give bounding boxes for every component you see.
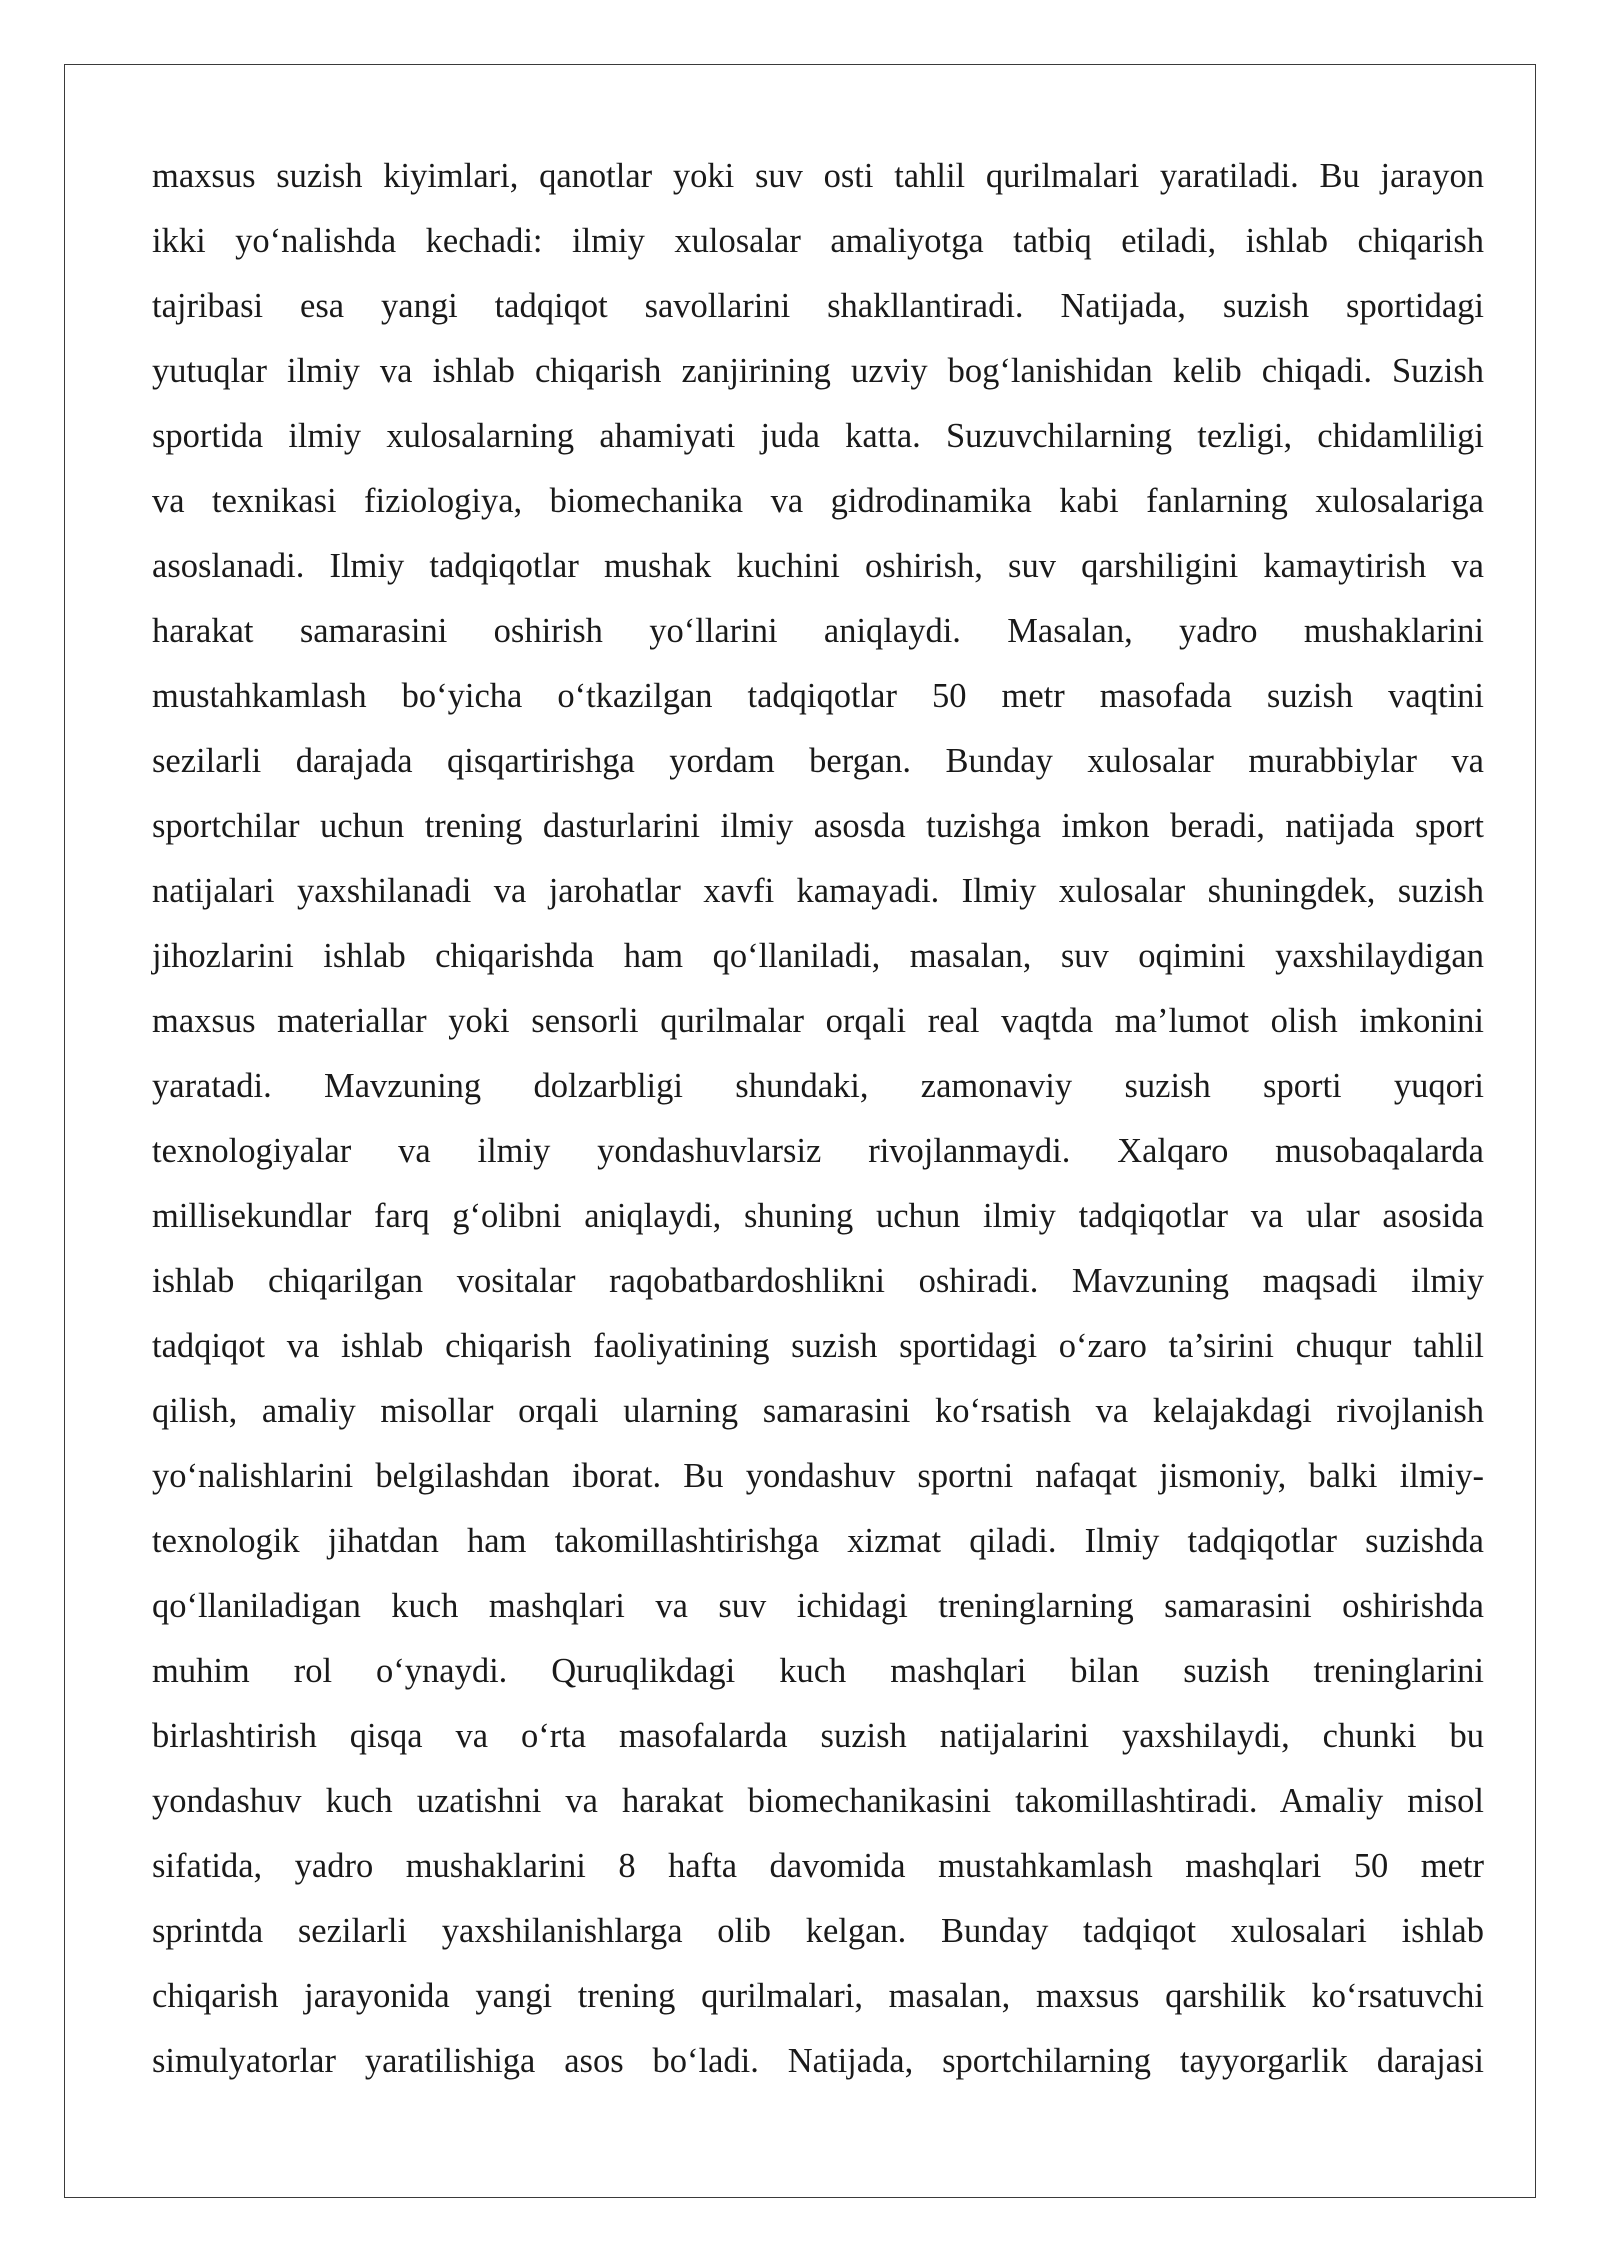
- text-line: yondashuv kuch uzatishni va harakat biomechanikasini takomillashtiradi. Amaliy misol: [152, 1782, 1484, 1820]
- text-line: simulyatorlar yaratilishiga asos bo‘ladi. Natijada, sportchilarning tayyorgarlik darajasi: [152, 2042, 1484, 2080]
- text-line: asoslanadi. Ilmiy tadqiqotlar mushak kuchini oshirish, suv qarshiligini kamaytirish va: [152, 547, 1484, 585]
- text-line: qilish, amaliy misollar orqali ularning samarasini ko‘rsatish va kelajakdagi rivojlanish: [152, 1392, 1484, 1430]
- text-line: sportchilar uchun trening dasturlarini ilmiy asosda tuzishga imkon beradi, natijada sport: [152, 807, 1484, 845]
- text-line: tajribasi esa yangi tadqiqot savollarini shakllantiradi. Natijada, suzish sportidagi: [152, 287, 1484, 325]
- text-line: maxsus suzish kiyimlari, qanotlar yoki suv osti tahlil qurilmalari yaratiladi. Bu jarayon: [152, 157, 1484, 195]
- text-line: sportida ilmiy xulosalarning ahamiyati juda katta. Suzuvchilarning tezligi, chidamliligi: [152, 417, 1484, 455]
- text-line: ikki yo‘nalishda kechadi: ilmiy xulosalar amaliyotga tatbiq etiladi, ishlab chiqarish: [152, 222, 1484, 260]
- text-line: sifatida, yadro mushaklarini 8 hafta davomida mustahkamlash mashqlari 50 metr: [152, 1847, 1484, 1885]
- text-line: yutuqlar ilmiy va ishlab chiqarish zanjirining uzviy bog‘lanishidan kelib chiqadi. Suzish: [152, 352, 1484, 390]
- text-line: yo‘nalishlarini belgilashdan iborat. Bu yondashuv sportni nafaqat jismoniy, balki ilmiy-: [152, 1457, 1484, 1495]
- text-line: millisekundlar farq g‘olibni aniqlaydi, shuning uchun ilmiy tadqiqotlar va ular asosida: [152, 1197, 1484, 1235]
- text-line: ishlab chiqarilgan vositalar raqobatbardoshlikni oshiradi. Mavzuning maqsadi ilmiy: [152, 1262, 1484, 1300]
- text-line: sezilarli darajada qisqartirishga yordam bergan. Bunday xulosalar murabbiylar va: [152, 742, 1484, 780]
- body-paragraph: [152, 144, 1484, 2094]
- text-line: maxsus materiallar yoki sensorli qurilmalar orqali real vaqtda ma’lumot olish imkonini: [152, 1002, 1484, 1040]
- text-line: sprintda sezilarli yaxshilanishlarga olib kelgan. Bunday tadqiqot xulosalari ishlab: [152, 1912, 1484, 1950]
- text-line: muhim rol o‘ynaydi. Quruqlikdagi kuch mashqlari bilan suzish treninglarini: [152, 1652, 1484, 1690]
- text-line: texnologiyalar va ilmiy yondashuvlarsiz rivojlanmaydi. Xalqaro musobaqalarda: [152, 1132, 1484, 1170]
- text-line: jihozlarini ishlab chiqarishda ham qo‘llaniladi, masalan, suv oqimini yaxshilaydigan: [152, 937, 1484, 975]
- text-line: tadqiqot va ishlab chiqarish faoliyatining suzish sportidagi o‘zaro ta’sirini chuqur tahlil: [152, 1327, 1484, 1365]
- text-line: birlashtirish qisqa va o‘rta masofalarda suzish natijalarini yaxshilaydi, chunki bu: [152, 1717, 1484, 1755]
- text-line: yaratadi. Mavzuning dolzarbligi shundaki, zamonaviy suzish sporti yuqori: [152, 1067, 1484, 1105]
- text-line: natijalari yaxshilanadi va jarohatlar xavfi kamayadi. Ilmiy xulosalar shuningdek, suzish: [152, 872, 1484, 910]
- text-line: texnologik jihatdan ham takomillashtirishga xizmat qiladi. Ilmiy tadqiqotlar suzishda: [152, 1522, 1484, 1560]
- text-line: va texnikasi fiziologiya, biomechanika va gidrodinamika kabi fanlarning xulosalariga: [152, 482, 1484, 520]
- text-line: qo‘llaniladigan kuch mashqlari va suv ichidagi treninglarning samarasini oshirishda: [152, 1587, 1484, 1625]
- text-line: mustahkamlash bo‘yicha o‘tkazilgan tadqiqotlar 50 metr masofada suzish vaqtini: [152, 677, 1484, 715]
- text-line: chiqarish jarayonida yangi trening qurilmalari, masalan, maxsus qarshilik ko‘rsatuvchi: [152, 1977, 1484, 2015]
- text-line: harakat samarasini oshirish yo‘llarini aniqlaydi. Masalan, yadro mushaklarini: [152, 612, 1484, 650]
